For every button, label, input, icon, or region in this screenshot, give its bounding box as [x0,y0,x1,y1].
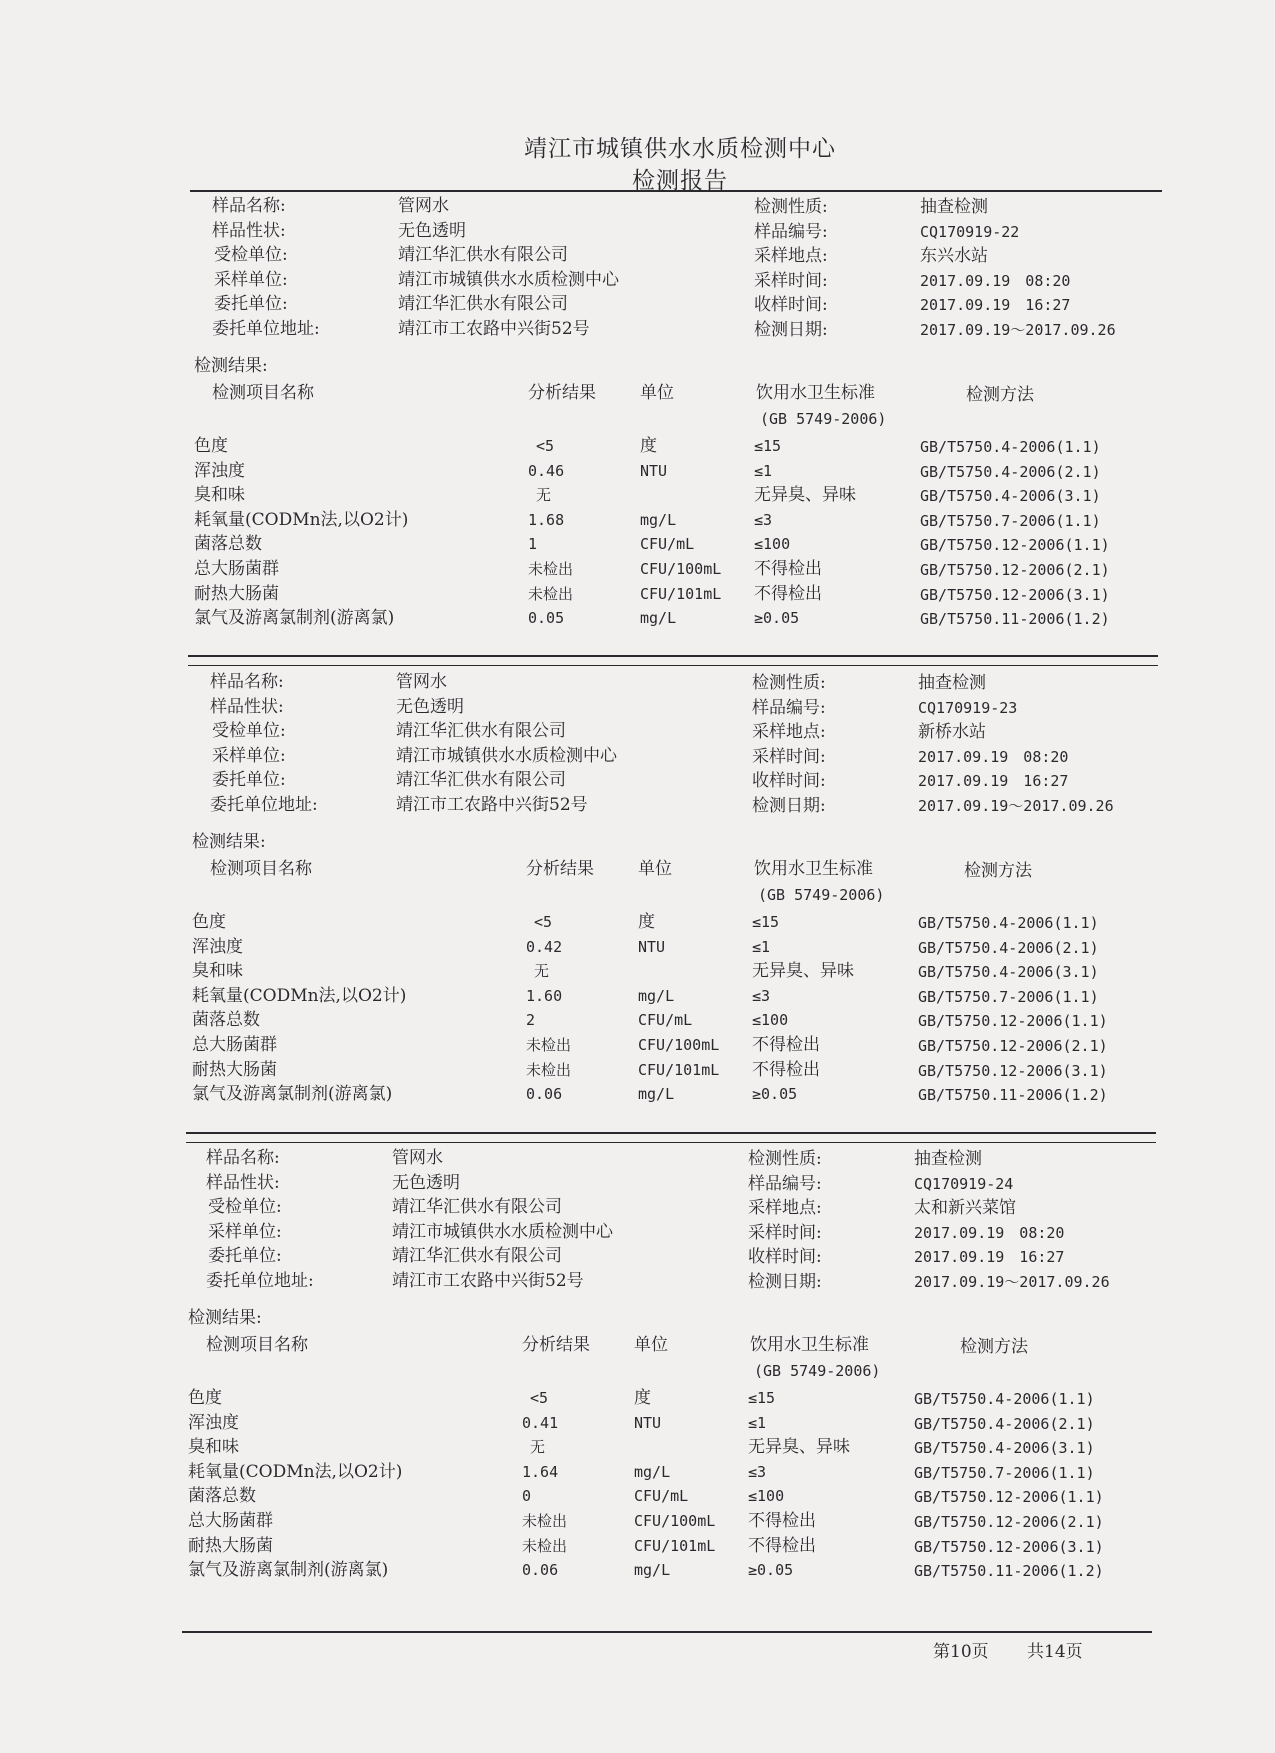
table-cell-item: 氯气及游离氯制剂(游离氯) [188,1560,389,1581]
test-date-label: 检测日期: [752,795,826,816]
table-cell-unit: 度 [640,436,657,456]
table-cell-item: 臭和味 [194,485,245,506]
table-cell-result: 0.42 [526,937,563,956]
table-cell-result: 1.64 [522,1462,559,1481]
column-header-standard: 饮用水卫生标准 [756,383,875,403]
receive-time-value: 2017.09.19 16:27 [920,296,1071,314]
sample-name-value: 管网水 [392,1148,443,1168]
sampling-unit-label: 采样单位: [214,269,288,290]
section-divider [188,655,1158,657]
table-cell-standard: ≤100 [754,535,791,554]
table-cell-item: 色度 [188,1388,222,1408]
table-cell-item: 耐热大肠菌 [194,583,279,604]
table-cell-standard: ≥0.05 [748,1561,794,1580]
sample-no-label: 样品编号: [754,221,828,242]
table-cell-unit: NTU [634,1413,662,1432]
column-header-item: 检测项目名称 [206,1335,308,1355]
table-cell-item: 臭和味 [188,1437,239,1458]
sample-section [192,196,1275,656]
page-number: 第10页 [933,1642,989,1662]
table-cell-standard: ≤3 [754,510,773,529]
sample-name-value: 管网水 [396,672,447,692]
table-cell-standard: ≤100 [748,1487,785,1506]
sampling-site-label: 采样地点: [748,1198,822,1218]
sampling-site-label: 采样地点: [754,246,828,266]
table-cell-standard: ≥0.05 [752,1085,798,1104]
client-address-value: 靖江市工农路中兴街52号 [392,1270,584,1291]
sample-no-value: CQ170919-22 [920,222,1020,241]
table-cell-item: 菌落总数 [192,1010,260,1031]
receive-time-label: 收样时间: [752,771,826,791]
table-cell-result: 无 [536,486,552,505]
sampling-unit-value: 靖江市城镇供水水质检测中心 [392,1221,613,1242]
table-cell-method: GB/T5750.4-2006(1.1) [918,914,1099,932]
section-divider-thin [188,665,1158,666]
table-cell-result: 1.68 [528,510,565,529]
client-address-label: 委托单位地址: [212,318,320,339]
test-date-value: 2017.09.19～2017.09.26 [918,796,1114,815]
nature-value: 抽查检测 [914,1149,982,1169]
table-cell-item: 耐热大肠菌 [192,1059,277,1080]
table-cell-method: GB/T5750.12-2006(1.1) [918,1012,1108,1031]
table-cell-unit: mg/L [634,1462,671,1481]
table-cell-unit: CFU/101mL [640,584,722,603]
table-cell-item: 浑浊度 [194,460,245,481]
table-cell-method: GB/T5750.7-2006(1.1) [918,987,1099,1006]
table-cell-standard: ≤3 [752,986,771,1005]
sampling-site-label: 采样地点: [752,722,826,742]
column-header-unit: 单位 [640,383,674,403]
table-cell-method: GB/T5750.7-2006(1.1) [914,1463,1095,1482]
sampling-unit-label: 采样单位: [212,745,286,766]
table-cell-unit: CFU/mL [640,535,695,554]
inspected-unit-label: 受检单位: [214,245,288,265]
sample-state-label: 样品性状: [210,696,284,717]
client-unit-label: 委托单位: [212,770,286,790]
sample-name-value: 管网水 [398,196,449,216]
page-total: 共14页 [1027,1642,1083,1662]
sampling-time-value: 2017.09.19 08:20 [920,271,1071,290]
table-cell-result: 未检出 [528,584,574,603]
table-cell-item: 耐热大肠菌 [188,1535,273,1556]
table-cell-result: 未检出 [522,1536,568,1555]
table-cell-method: GB/T5750.12-2006(1.1) [914,1488,1104,1507]
bottom-rule [182,1631,1152,1633]
table-cell-unit: 度 [634,1388,651,1408]
client-address-value: 靖江市工农路中兴街52号 [398,318,590,339]
client-unit-label: 委托单位: [214,294,288,314]
table-cell-unit: CFU/100mL [638,1036,720,1054]
table-cell-unit: mg/L [640,510,677,529]
table-cell-standard: 不得检出 [752,1059,820,1080]
test-date-value: 2017.09.19～2017.09.26 [920,320,1116,339]
sample-state-label: 样品性状: [206,1172,280,1193]
client-unit-label: 委托单位: [208,1246,282,1266]
table-cell-standard: ≤1 [748,1413,767,1432]
sampling-time-value: 2017.09.19 08:20 [918,747,1069,766]
sample-section [186,1148,1275,1608]
nature-value: 抽查检测 [918,673,986,693]
table-cell-item: 氯气及游离氯制剂(游离氯) [192,1084,393,1105]
table-cell-item: 总大肠菌群 [194,559,279,579]
table-cell-item: 耗氧量(CODMn法,以O2计) [194,509,409,530]
sample-state-value: 无色透明 [398,220,466,241]
sample-state-label: 样品性状: [212,220,286,241]
table-cell-unit: mg/L [640,609,677,628]
table-cell-item: 浑浊度 [192,936,243,957]
table-cell-result: <5 [530,1389,549,1407]
table-cell-method: GB/T5750.12-2006(1.1) [920,536,1110,555]
column-header-result: 分析结果 [526,859,594,879]
results-label: 检测结果: [194,356,268,376]
table-cell-method: GB/T5750.11-2006(1.2) [920,610,1110,629]
table-cell-standard: 不得检出 [752,1035,820,1055]
table-cell-unit: 度 [638,912,655,932]
table-cell-method: GB/T5750.12-2006(3.1) [920,585,1110,604]
table-cell-result: 未检出 [526,1036,572,1054]
table-cell-method: GB/T5750.4-2006(1.1) [920,438,1101,456]
column-header-unit: 单位 [634,1335,668,1355]
client-address-value: 靖江市工农路中兴街52号 [396,794,588,815]
table-cell-item: 总大肠菌群 [192,1035,277,1055]
table-cell-result: 0.41 [522,1413,559,1432]
table-cell-method: GB/T5750.4-2006(2.1) [920,462,1101,481]
table-cell-item: 色度 [192,912,226,932]
table-cell-standard: ≤3 [748,1462,767,1481]
table-cell-standard: 无异臭、异味 [752,961,854,982]
sampling-unit-value: 靖江市城镇供水水质检测中心 [396,745,617,766]
top-rule [190,190,1162,192]
table-cell-standard: 无异臭、异味 [748,1437,850,1458]
table-cell-method: GB/T5750.12-2006(3.1) [918,1061,1108,1080]
receive-time-value: 2017.09.19 16:27 [918,772,1069,790]
sampling-time-label: 采样时间: [754,270,828,291]
client-address-label: 委托单位地址: [206,1270,314,1291]
table-cell-method: GB/T5750.12-2006(2.1) [914,1513,1104,1531]
table-cell-result: 0 [522,1487,532,1506]
table-cell-unit: NTU [638,937,666,956]
table-cell-method: GB/T5750.4-2006(3.1) [914,1439,1095,1458]
table-cell-unit: CFU/mL [638,1011,693,1030]
table-cell-item: 臭和味 [192,961,243,982]
table-cell-result: 未检出 [528,560,574,578]
table-cell-method: GB/T5750.4-2006(2.1) [914,1414,1095,1433]
table-cell-result: 2 [526,1011,536,1030]
sampling-site-value: 新桥水站 [918,722,986,742]
sampling-time-label: 采样时间: [752,746,826,767]
sample-state-value: 无色透明 [396,696,464,717]
table-cell-standard: ≥0.05 [754,609,800,628]
column-header-standard-ref: (GB 5749-2006) [754,1362,881,1380]
sampling-site-value: 太和新兴菜馆 [914,1198,1016,1218]
sample-section [190,672,1275,1132]
column-header-method: 检测方法 [964,861,1032,881]
table-cell-standard: ≤15 [754,437,782,455]
sampling-site-value: 东兴水站 [920,246,988,266]
table-cell-standard: 不得检出 [754,559,822,579]
table-cell-item: 色度 [194,436,228,456]
table-cell-item: 耗氧量(CODMn法,以O2计) [192,985,407,1006]
table-cell-unit: mg/L [634,1561,671,1580]
table-cell-result: 无 [534,962,550,981]
table-cell-result: <5 [536,437,555,455]
inspected-unit-label: 受检单位: [212,721,286,741]
sample-no-label: 样品编号: [748,1173,822,1194]
table-cell-method: GB/T5750.4-2006(3.1) [918,963,1099,982]
table-cell-result: 0.06 [526,1085,563,1104]
sample-name-label: 样品名称: [206,1148,280,1168]
column-header-standard: 饮用水卫生标准 [750,1335,869,1355]
table-cell-standard: ≤100 [752,1011,789,1030]
sampling-time-label: 采样时间: [748,1222,822,1243]
test-date-label: 检测日期: [748,1271,822,1292]
table-cell-unit: CFU/mL [634,1487,689,1506]
table-cell-result: 未检出 [526,1060,572,1079]
table-cell-item: 总大肠菌群 [188,1511,273,1531]
table-cell-unit: CFU/100mL [640,560,722,578]
inspected-unit-label: 受检单位: [208,1197,282,1217]
receive-time-label: 收样时间: [748,1247,822,1267]
table-cell-item: 浑浊度 [188,1412,239,1433]
table-cell-standard: 不得检出 [754,583,822,604]
client-unit-value: 靖江华汇供水有限公司 [398,294,568,314]
column-header-item: 检测项目名称 [210,859,312,879]
inspected-unit-value: 靖江华汇供水有限公司 [398,245,568,265]
nature-label: 检测性质: [754,197,828,217]
sample-state-value: 无色透明 [392,1172,460,1193]
sampling-time-value: 2017.09.19 08:20 [914,1223,1065,1242]
column-header-standard-ref: (GB 5749-2006) [758,886,885,904]
table-cell-result: 1.60 [526,986,563,1005]
nature-label: 检测性质: [752,673,826,693]
table-cell-item: 耗氧量(CODMn法,以O2计) [188,1461,403,1482]
column-header-standard: 饮用水卫生标准 [754,859,873,879]
test-date-label: 检测日期: [754,319,828,340]
sample-no-value: CQ170919-24 [914,1174,1014,1193]
sample-name-label: 样品名称: [212,196,286,216]
table-cell-standard: ≤15 [752,913,780,931]
table-cell-standard: ≤1 [752,937,771,956]
table-cell-result: 1 [528,535,538,554]
table-cell-method: GB/T5750.4-2006(1.1) [914,1390,1095,1408]
table-cell-method: GB/T5750.12-2006(2.1) [920,561,1110,579]
test-date-value: 2017.09.19～2017.09.26 [914,1272,1110,1291]
table-cell-standard: ≤1 [754,461,773,480]
table-cell-item: 菌落总数 [194,534,262,555]
nature-label: 检测性质: [748,1149,822,1169]
receive-time-value: 2017.09.19 16:27 [914,1248,1065,1266]
table-cell-method: GB/T5750.12-2006(3.1) [914,1537,1104,1556]
client-unit-value: 靖江华汇供水有限公司 [392,1246,562,1266]
sample-no-label: 样品编号: [752,697,826,718]
table-cell-standard: ≤15 [748,1389,776,1407]
results-label: 检测结果: [192,832,266,852]
table-cell-result: 0.05 [528,609,565,628]
section-divider-thin [186,1142,1156,1143]
table-cell-unit: CFU/101mL [638,1060,720,1079]
sample-name-label: 样品名称: [210,672,284,692]
table-cell-result: 未检出 [522,1512,568,1530]
table-cell-unit: CFU/100mL [634,1512,716,1530]
table-cell-method: GB/T5750.7-2006(1.1) [920,511,1101,530]
table-cell-result: 无 [530,1438,546,1457]
table-cell-unit: mg/L [638,1085,675,1104]
column-header-unit: 单位 [638,859,672,879]
table-cell-result: 0.46 [528,461,565,480]
column-header-method: 检测方法 [966,385,1034,405]
table-cell-result: <5 [534,913,553,931]
table-cell-unit: NTU [640,461,668,480]
column-header-item: 检测项目名称 [212,383,314,403]
table-cell-unit: CFU/101mL [634,1536,716,1555]
sampling-unit-label: 采样单位: [208,1221,282,1242]
table-cell-result: 0.06 [522,1561,559,1580]
doc-title: 检测报告 [632,168,728,194]
sampling-unit-value: 靖江市城镇供水水质检测中心 [398,269,619,290]
inspected-unit-value: 靖江华汇供水有限公司 [396,721,566,741]
section-divider [186,1132,1156,1134]
column-header-method: 检测方法 [960,1337,1028,1357]
column-header-result: 分析结果 [522,1335,590,1355]
table-cell-item: 氯气及游离氯制剂(游离氯) [194,608,395,629]
table-cell-method: GB/T5750.4-2006(3.1) [920,487,1101,506]
table-cell-item: 菌落总数 [188,1486,256,1507]
column-header-result: 分析结果 [528,383,596,403]
table-cell-standard: 不得检出 [748,1535,816,1556]
table-cell-method: GB/T5750.11-2006(1.2) [914,1562,1104,1581]
table-cell-method: GB/T5750.12-2006(2.1) [918,1037,1108,1055]
column-header-standard-ref: (GB 5749-2006) [760,410,887,428]
client-address-label: 委托单位地址: [210,794,318,815]
table-cell-method: GB/T5750.4-2006(2.1) [918,938,1099,957]
org-title: 靖江市城镇供水水质检测中心 [524,136,836,162]
table-cell-unit: mg/L [638,986,675,1005]
table-cell-standard: 不得检出 [748,1511,816,1531]
sample-no-value: CQ170919-23 [918,698,1018,717]
nature-value: 抽查检测 [920,197,988,217]
inspected-unit-value: 靖江华汇供水有限公司 [392,1197,562,1217]
results-label: 检测结果: [188,1308,262,1328]
table-cell-standard: 无异臭、异味 [754,485,856,506]
client-unit-value: 靖江华汇供水有限公司 [396,770,566,790]
table-cell-method: GB/T5750.11-2006(1.2) [918,1086,1108,1105]
receive-time-label: 收样时间: [754,295,828,315]
